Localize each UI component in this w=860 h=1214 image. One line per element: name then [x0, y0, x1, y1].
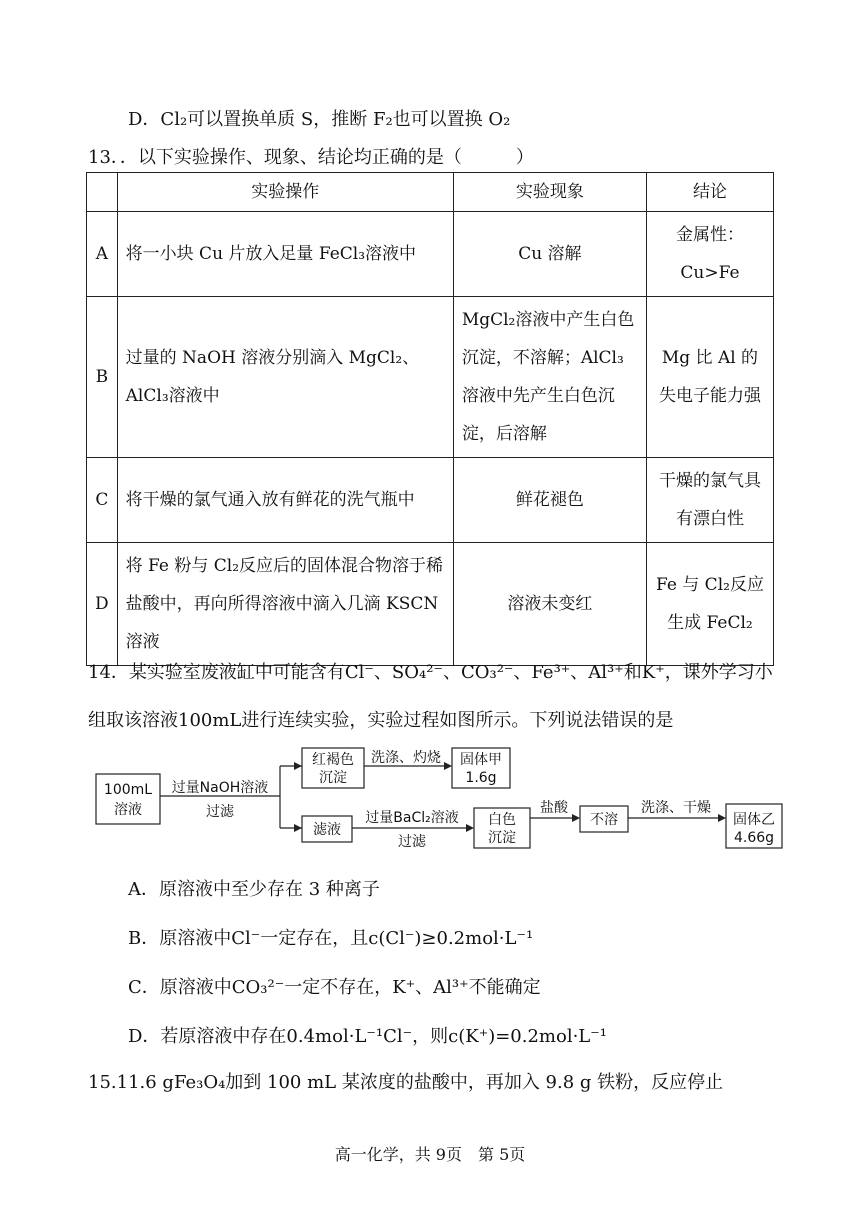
q14-stem-line2: 组取该溶液100mL进行连续实验，实验过程如图所示。下列说法错误的是 [88, 710, 674, 731]
flow-solid-b: 固体乙 [733, 812, 775, 828]
q14-option-b: B．原溶液中Cl⁻一定存在，且c(Cl⁻)≥0.2mol·L⁻¹ [128, 928, 534, 949]
row-operation: 将一小块 Cu 片放入足量 FeCl₃溶液中 [117, 212, 453, 297]
row-key: C [87, 458, 118, 543]
svg-text:沉淀: 沉淀 [319, 770, 347, 786]
svg-text:1.6g: 1.6g [465, 770, 497, 786]
row-conclusion: Mg 比 Al 的失电子能力强 [646, 297, 773, 458]
flow-step1-sub: 过滤 [206, 804, 234, 820]
table-header-row [87, 173, 774, 212]
flow-wash1: 洗涤、灼烧 [371, 750, 441, 766]
row-operation: 将 Fe 粉与 Cl₂反应后的固体混合物溶于稀盐酸中，再向所得溶液中滴入几滴 KSCN 溶液 [117, 543, 453, 666]
table-row [87, 458, 774, 543]
q14-option-c: C．原溶液中CO₃²⁻一定不存在，K⁺、Al³⁺不能确定 [128, 977, 541, 998]
row-conclusion: 金属性：Cu>Fe [646, 212, 773, 297]
flow-start: 100mL [103, 782, 153, 798]
row-key: B [87, 297, 118, 458]
svg-text:4.66g: 4.66g [733, 830, 775, 846]
table-row [87, 297, 774, 458]
row-operation: 将干燥的氯气通入放有鲜花的洗气瓶中 [117, 458, 453, 543]
flow-step1: 过量NaOH溶液 [171, 780, 269, 796]
q13-stem: 13．．以下实验操作、现象、结论均正确的是（ ） [88, 147, 534, 168]
page-footer: 高一化学，共 9页 第 5页 [334, 1145, 526, 1164]
q12-option-d: D．Cl₂可以置换单质 S，推断 F₂也可以置换 O₂ [128, 109, 511, 130]
header-conclusion: 结论 [646, 173, 773, 212]
q14-option-d: D．若原溶液中存在0.4mol·L⁻¹Cl⁻，则c(K⁺)=0.2mol·L⁻¹ [128, 1026, 607, 1047]
row-conclusion: 干燥的氯气具有漂白性 [646, 458, 773, 543]
header-operation: 实验操作 [117, 173, 453, 212]
flow-step2-sub: 过滤 [398, 834, 426, 850]
row-phenomenon: 溶液未变红 [453, 543, 646, 666]
flow-insoluble: 不溶 [590, 812, 618, 828]
flow-ppt2: 白色 [488, 812, 516, 828]
flow-acid: 盐酸 [540, 800, 568, 816]
flow-wash2: 洗涤、干燥 [641, 800, 711, 816]
row-key: A [87, 212, 118, 297]
svg-text:沉淀: 沉淀 [488, 830, 516, 846]
flow-filtrate: 滤液 [313, 822, 341, 838]
q14-flow-diagram [94, 746, 794, 858]
row-phenomenon: 鲜花褪色 [453, 458, 646, 543]
row-phenomenon: MgCl₂溶液中产生白色沉淀，不溶解；AlCl₃溶液中先产生白色沉淀，后溶解 [453, 297, 646, 458]
q15-stem: 15.11.6 gFe₃O₄加到 100 mL 某浓度的盐酸中，再加入 9.8 g 铁粉，反应停止 [88, 1072, 724, 1093]
row-phenomenon: Cu 溶解 [453, 212, 646, 297]
svg-text:溶液: 溶液 [114, 802, 142, 818]
row-key: D [87, 543, 118, 666]
q14-option-a: A．原溶液中至少存在 3 种离子 [128, 879, 380, 900]
flow-ppt1: 红褐色 [312, 752, 354, 768]
flow-step2: 过量BaCl₂溶液 [365, 810, 459, 826]
header-phenomenon: 实验现象 [453, 173, 646, 212]
flow-solid-a: 固体甲 [460, 752, 502, 768]
row-conclusion: Fe 与 Cl₂反应生成 FeCl₂ [646, 543, 773, 666]
row-operation: 过量的 NaOH 溶液分别滴入 MgCl₂、AlCl₃溶液中 [117, 297, 453, 458]
q14-stem-line1: 14．某实验室废液缸中可能含有Cl⁻、SO₄²⁻、CO₃²⁻、Fe³⁺、Al³⁺和K⁺，课外学习小 [88, 662, 773, 683]
table-row [87, 543, 774, 666]
table-row [87, 212, 774, 297]
q13-table [86, 172, 774, 666]
header-key [87, 173, 118, 212]
